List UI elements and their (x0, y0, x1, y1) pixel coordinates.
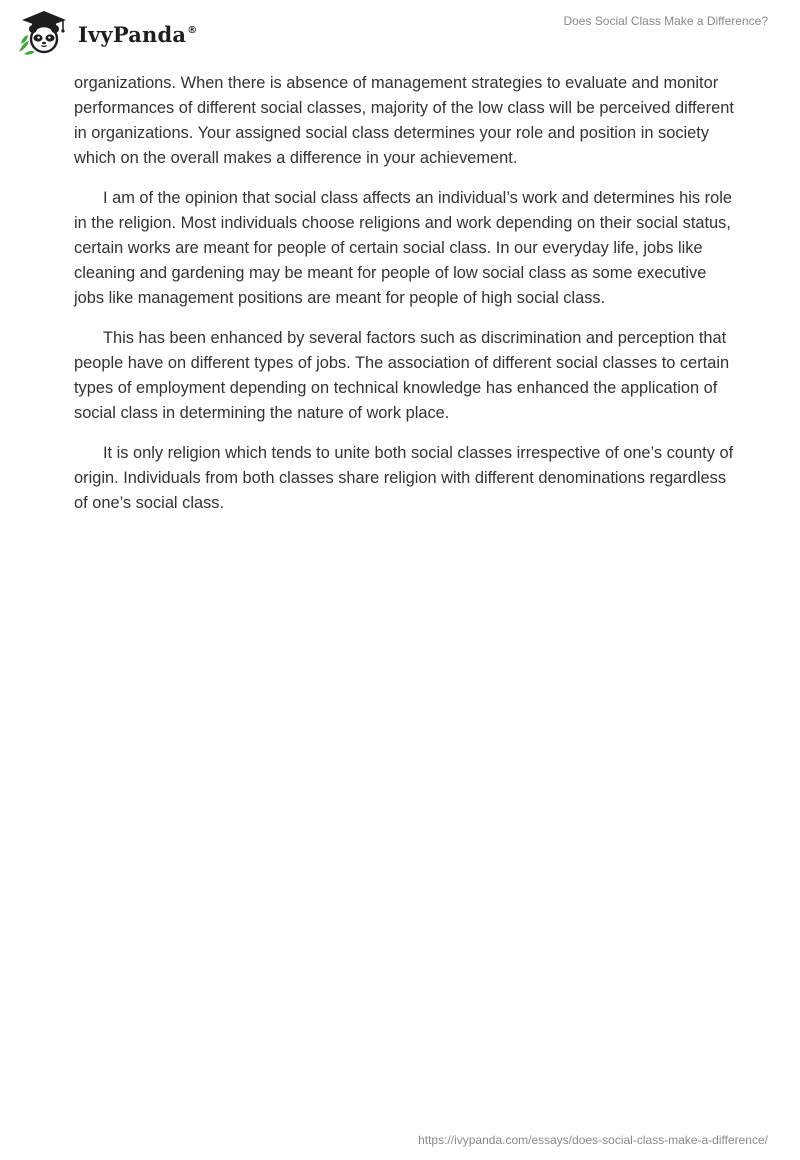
paragraph: This has been enhanced by several factors such as discrimination and perception that people have on different types of jobs. The association of different social classes to certain types of employment depending on technical knowledge has enhanced the application of social class in determining the nature of work place. (74, 329, 730, 422)
paragraph: I am of the opinion that social class affects an individual’s work and determines his role in the religion. Most individuals choose religions and work depending on their social status, certain works are meant for people of certain social class. In our everyday life, jobs like cleaning and gardening may be meant for people of low social class as some executive jobs like management positions are meant for people of high social class. (74, 189, 732, 307)
paragraph: It is only religion which tends to unite both social classes irrespective of one’s county of origin. Individuals from both classes share religion with different denominations regardless of one’s social class. (74, 444, 734, 512)
paragraph: organizations. When there is absence of management strategies to evaluate and monitor performances of different social classes, majority of the low class will be perceived different in organizations. Your assigned social class determines your role and position in society which on the overall makes a difference in your achievement. (74, 74, 734, 167)
source-url-link[interactable]: https://ivypanda.com/essays/does-social-class-make-a-difference/ (418, 1133, 768, 1147)
registered-mark: ® (187, 24, 198, 36)
document-title: Does Social Class Make a Difference? (563, 14, 768, 28)
ivypanda-logo[interactable] (16, 8, 196, 56)
panda-graduate-icon (16, 8, 72, 56)
page-header (0, 0, 800, 66)
brand-name: IvyPanda® (78, 21, 198, 47)
essay-body (74, 71, 734, 531)
